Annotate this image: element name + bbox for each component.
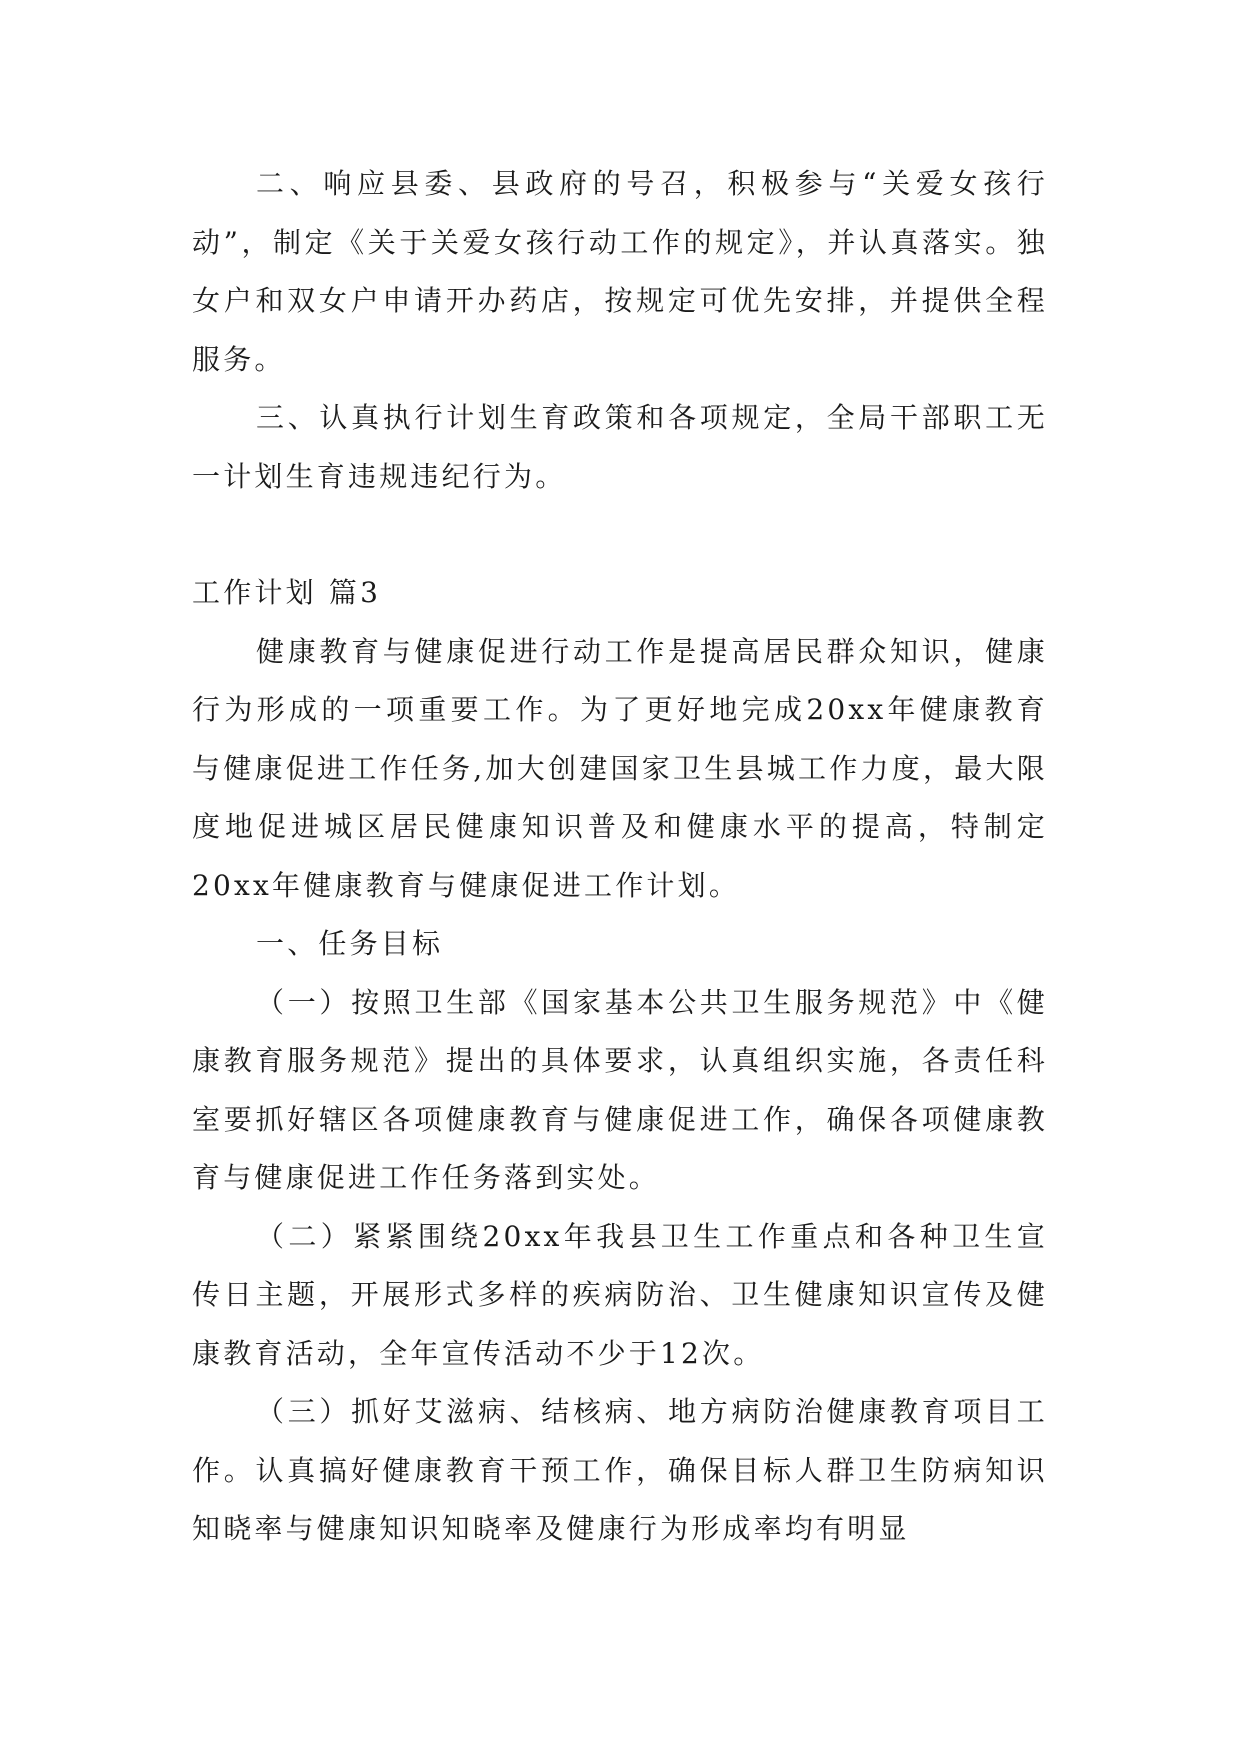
goal-item-1: （一）按照卫生部《国家基本公共卫生服务规范》中《健康教育服务规范》提出的具体要求，认真组织实施，各责任科室要抓好辖区各项健康教育与健康促进工作，确保各项健康教育与健康促进工作任务落到实处。 bbox=[192, 985, 1048, 1194]
section-gap bbox=[192, 506, 1048, 564]
goal-item-3: （三）抓好艾滋病、结核病、地方病防治健康教育项目工作。认真搞好健康教育干预工作，确保目标人群卫生防病知识知晓率与健康知识知晓率及健康行为形成率均有明显 bbox=[192, 1395, 1048, 1545]
document-body bbox=[192, 155, 1048, 1559]
goal-title: 一、任务目标 bbox=[256, 927, 444, 960]
goal-item-2: （二）紧紧围绕20xx年我县卫生工作重点和各种卫生宣传日主题，开展形式多样的疾病防治、卫生健康知识宣传及健康教育活动，全年宣传活动不少于12次。 bbox=[192, 1219, 1048, 1370]
paragraph-intro: 健康教育与健康促进行动工作是提高居民群众知识，健康行为形成的一项重要工作。为了更好地完成20xx年健康教育与健康促进工作任务,加大创建国家卫生县城工作力度，最大限度地促进城区居民健康知识普及和健康水平的提高，特制定20xx年健康教育与健康促进工作计划。 bbox=[192, 634, 1048, 902]
paragraph-family-planning: 三、认真执行计划生育政策和各项规定，全局干部职工无一计划生育违规违纪行为。 bbox=[192, 401, 1048, 493]
section-heading: 工作计划 篇3 bbox=[192, 576, 382, 609]
paragraph-care-for-girls: 二、响应县委、县政府的号召，积极参与“关爱女孩行动”，制定《关于关爱女孩行动工作的规定》，并认真落实。独女户和双女户申请开办药店，按规定可优先安排，并提供全程服务。 bbox=[192, 167, 1048, 376]
